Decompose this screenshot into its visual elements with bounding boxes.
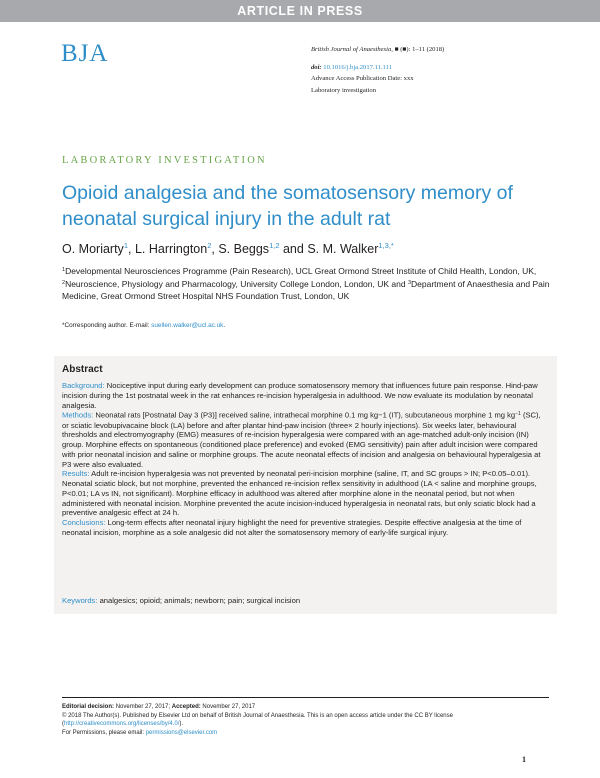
author-affil-sup: 1,3,* — [378, 241, 394, 250]
copyright-text: © 2018 The Author(s). Published by Elsevier Ltd on behalf of British Journal of Anaesthesia. This is an open access article under the CC BY license ( — [62, 712, 453, 728]
decision-date: November 27, 2017; — [115, 704, 172, 710]
accepted-date: November 27, 2017 — [202, 704, 256, 710]
affiliation-2: Neuroscience, Physiology and Pharmacology, University College London, London, UK and — [65, 279, 408, 289]
dates-line — [62, 703, 549, 712]
methods-sup: −1 — [515, 411, 521, 418]
author-affil-sup: 1 — [123, 241, 128, 250]
license-link[interactable]: http://creativecommons.org/licenses/by/4.0/ — [64, 721, 180, 728]
keywords-text: analgesics; opioid; animals; newborn; pain; surgical incision — [99, 596, 301, 605]
results-label: Results: — [62, 469, 92, 479]
author-name[interactable]: S. M. Walker — [307, 242, 379, 256]
journal-logo: BJA — [61, 40, 109, 67]
abstract-conclusions — [62, 518, 549, 538]
background-text: Nociceptive input during early development can produce somatosensory memory that influences future pain response. Hind-paw incision during the 1st postnatal week in the rat enhances re-incision hyperalgesia in adulthood. We now evaluate its modulation by neonatal analgesia. — [62, 381, 538, 410]
section-label: LABORATORY INVESTIGATION — [62, 155, 267, 166]
accepted-label: Accepted: — [171, 704, 203, 710]
copyright-end: ). — [179, 721, 184, 728]
affil-sup: 2 — [62, 280, 66, 286]
corresponding-email-link[interactable]: suellen.walker@ucl.ac.uk — [151, 322, 224, 329]
conclusions-label: Conclusions: — [62, 518, 108, 527]
advance-access: Advance Access Publication Date: xxx — [311, 75, 414, 82]
abstract-body — [62, 381, 549, 538]
author-affil-sup: 1,2 — [269, 241, 280, 250]
page-number: 1 — [522, 755, 526, 764]
journal-citation-block — [311, 44, 541, 96]
decision-label: Editorial decision: — [62, 704, 116, 710]
methods-text-a: Neonatal rats [Postnatal Day 3 (P3)] received saline, intrathecal morphine 0.1 mg kg−1 (IT), subcutaneous morphine 1 mg kg — [95, 410, 516, 420]
abstract-results — [62, 469, 549, 518]
corresponding-author — [62, 322, 462, 329]
footer-divider — [62, 697, 549, 698]
footer-notes — [62, 703, 549, 737]
abstract-heading: Abstract — [62, 364, 103, 375]
doi-line — [311, 62, 541, 74]
corresponding-end: . — [223, 322, 226, 329]
results-text: Adult re-incision hyperalgesia was not prevented by neonatal peri-incision morphine (saline, IT, and SC groups > IN; P<0.05–0.01). Neonatal sciatic block, but not morphine, prevented the enhanced re-incision reflex sensitivity in adulthood (LA < saline and morphine groups, P<0.01; LA vs IN, not significant). Morphine efficacy in adulthood was altered after morphine alone in the neonatal period, but not when administered with neonatal incision. Morphine prevented the acute incision-induced hyperalgesia in neonatal rats, but only sciatic block had a preventive analgesic effect at 24 h. — [62, 469, 537, 518]
affiliation-1: Developmental Neurosciences Programme (Pain Research), UCL Great Ormond Street Institute of Child Health, London, UK, — [65, 266, 537, 276]
author-sep: and — [279, 242, 308, 256]
article-title: Opioid analgesia and the somatosensory memory of neonatal surgical injury in the adult rat — [62, 182, 513, 230]
methods-label: Methods: — [62, 410, 96, 420]
journal-name: British Journal of Anaesthesia — [311, 46, 392, 53]
doi-link[interactable]: 10.1016/j.bja.2017.11.111 — [323, 63, 392, 71]
affil-sup: 1 — [62, 267, 66, 273]
abstract-background — [62, 381, 549, 410]
permissions-text: For Permissions, please email: — [62, 729, 146, 736]
author-affil-sup: 2 — [207, 241, 212, 250]
corresponding-label: *Corresponding author. E-mail: — [62, 322, 152, 329]
article-type: Laboratory investigation — [311, 86, 377, 94]
permissions-email-link[interactable]: permissions@elsevier.com — [145, 729, 218, 736]
affil-sup: 3 — [407, 280, 412, 286]
keywords — [62, 596, 549, 605]
abstract-methods — [62, 410, 549, 469]
author-name[interactable]: S. Beggs — [218, 242, 270, 256]
author-list — [62, 237, 552, 258]
affiliations — [62, 264, 552, 302]
affiliation-3: Department of Anaesthesia and Pain Medicine, Great Ormond Street Hospital NHS Foundation Trust, London, UK — [62, 279, 550, 301]
methods-text-b: (SC), or sciatic levobupivacaine block (LA) before and after plantar hind-paw incision (three× 2 hourly injections). Six weeks later, behavioural thresholds and electromyography (EMG) measures of re-incision hyperalgesia were compared with an age-matched adult-only incision (IN) group. Morphine effects on spontaneous (conditioned place preference) and evoked (EMG sensitivity) pain after adult incision were compared with prior neonatal incision and saline or morphine groups. The acute neonatal effects of incision and analgesia on behavioural hyperalgesia at P3 were also evaluated. — [62, 410, 541, 469]
author-sep: , — [127, 242, 135, 256]
background-label: Background: — [62, 381, 107, 390]
author-name[interactable]: O. Moriarty — [62, 242, 124, 256]
permissions-line — [62, 729, 549, 738]
doi-label: doi: — [311, 63, 322, 71]
author-sep: , — [211, 242, 219, 256]
citation-line — [311, 44, 541, 56]
article-in-press-banner: ARTICLE IN PRESS — [0, 0, 600, 22]
conclusions-text: Long-term effects after neonatal injury highlight the need for preventive strategies. Despite effective analgesia at the time of neonatal incision, morphine as a sole analgesic did not alter the somatosensory memory of early-life surgical injury. — [62, 518, 522, 537]
citation-volume: , ■ (■): 1–11 (2018) — [391, 46, 445, 53]
keywords-label: Keywords: — [62, 596, 100, 605]
copyright-line — [62, 712, 549, 729]
author-name[interactable]: L. Harrington — [134, 242, 208, 256]
